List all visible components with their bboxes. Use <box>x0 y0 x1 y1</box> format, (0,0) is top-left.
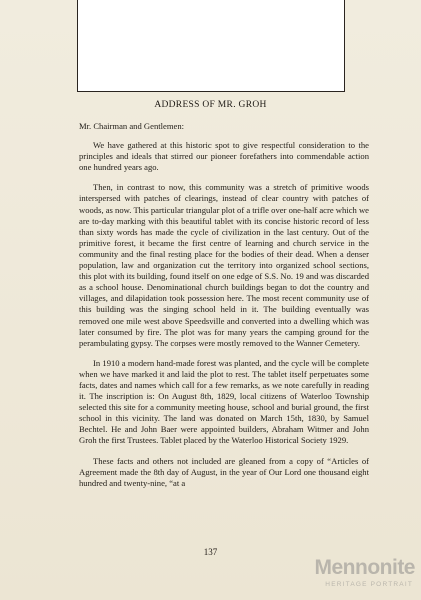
paragraph-4: These facts and others not included are gleaned from a copy of “Articles of Agreement made the 8th day of August, in the year of Our Lord one thousand eight hundred and twenty-nine, “at a <box>79 455 369 488</box>
photo-placeholder <box>77 0 345 92</box>
watermark-subtitle: HERITAGE PORTRAIT <box>325 581 413 588</box>
salutation: Mr. Chairman and Gentlemen: <box>79 121 185 131</box>
paragraph-3: In 1910 a modern hand-made forest was planted, and the cycle will be complete when we have marked it and laid the plot to rest. The tablet itself perpetuates some facts, dates and names which call for a few remarks, as we note carefully in reading it. The inscription is: On August 8th, 1829, local citizens of Waterloo Township selected this site for a community meeting house, school and burial ground, the first school in this vicinity. The land was donated on March 15th, 1830, by Samuel Bechtel. He and John Baer were appointed builders, Abraham Witmer and John Groh the first Trustees. Tablet placed by the Waterloo Historical Society 1929. <box>79 357 369 446</box>
page-title: ADDRESS OF MR. GROH <box>154 100 267 110</box>
paragraph-2: Then, in contrast to now, this community was a stretch of primitive woods interspersed with patches of clearings, instead of clear country with patches of woods, as now. This particular triangular plot of a trifle over one-half acre which we are to-day marking with this beautiful tablet with its concise historic record of less than sixty words has made the cycle of civilization in the last century. Out of the primitive forest, it became the first centre of learning and church service in the community and the final resting place for the bodies of their dead. When a denser population, law and organization cut the territory into organized school sections, this plot with its building, found itself on one edge of S.S. No. 19 and was discarded as a school house. Denominational church buildings began to dot the country and villages, and dilapidation took possession here. The most recent community use of this building was the singing school held in it. The building eventually was removed one mile west above Speedsville and converted into a dwelling which was later consumed by fire. The plot was for many years the camping ground for the perambulating gypsy. The corpses were mostly removed to the Wanner Cemetery. <box>79 182 369 348</box>
watermark-name: Mennonite <box>314 556 415 579</box>
watermark-logo <box>307 556 415 594</box>
body-text <box>79 121 369 498</box>
paragraph-1: We have gathered at this historic spot to give respectful consideration to the principles and ideals that stirred our pioneer forefathers into commendable action one hundred years ago. <box>79 140 369 173</box>
page-number: 137 <box>203 547 218 557</box>
